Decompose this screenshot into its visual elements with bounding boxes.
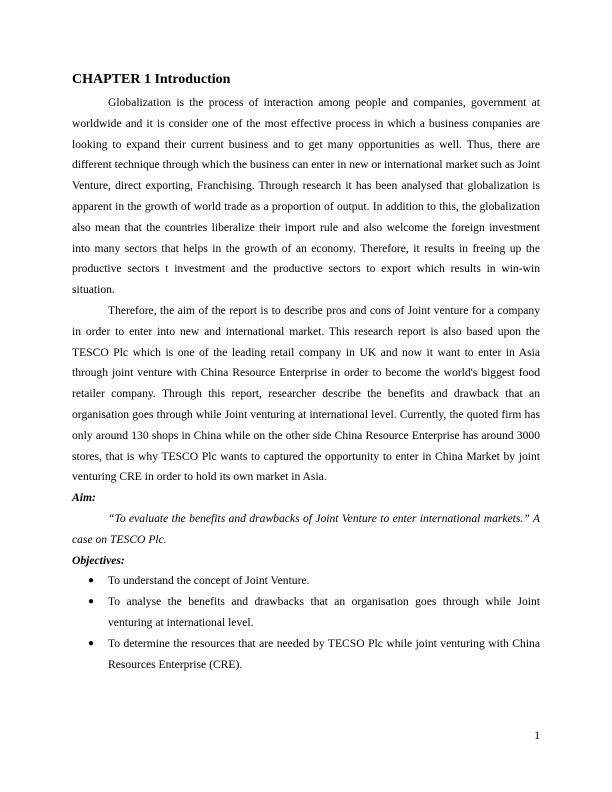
bullet-icon: ● — [88, 575, 95, 587]
page-number: 1 — [534, 729, 540, 742]
chapter-title: CHAPTER 1 Introduction — [72, 72, 231, 87]
objectives-list — [72, 571, 540, 675]
objective-text: To analyse the benefits and drawbacks that an organisation goes through while Joint venturing at international level. — [108, 595, 540, 629]
page-content — [72, 69, 540, 675]
objectives-label: Objectives: — [72, 553, 125, 567]
objective-text: To determine the resources that are needed by TECSO Plc while joint venturing with China Resources Enterprise (CRE). — [108, 636, 540, 671]
intro-paragraph-1: Globalization is the process of interaction among people and companies, government at worldwide and it is consider one of the most effective process in which a business companies are looking to expand their current business and to get many opportunities as well. Thus, there are different technique through which the business can enter in new or international market such as Joint Venture, direct exporting, Franchising. Through research it has been analysed that globalization is apparent in the growth of world trade as a proportion of output. In addition to this, the globalization also mean that the countries liberalize their import rule and also welcome the foreign investment into many sectors that helps in the growth of an economy. Therefore, it results in freeing up the productive sectors t investment and the productive sectors to export which results in win-win situation. — [72, 96, 540, 297]
aim-statement: “To evaluate the benefits and drawbacks of Joint Venture to enter international markets.” A case on TESCO Plc. — [72, 511, 540, 546]
objective-item — [72, 634, 540, 676]
objective-item — [72, 592, 540, 634]
objective-item — [72, 571, 540, 592]
intro-paragraph-2: Therefore, the aim of the report is to describe pros and cons of Joint venture for a company in order to enter into new and international market. This research report is also based upon the TESCO Plc which is one of the leading retail company in UK and now it want to enter in Asia through joint venture with China Resource Enterprise in order to become the world's biggest food retailer company. Through this report, researcher describe the benefits and drawback that an organisation goes through while Joint venturing at international level. Currently, the quoted firm has only around 130 shops in China while on the other side China Resource Enterprise has around 3000 stores, that is why TESCO Plc wants to captured the opportunity to enter in China Market by joint venturing CRE in order to hold its own market in Asia. — [72, 303, 540, 484]
aim-label: Aim: — [72, 491, 96, 505]
bullet-icon: ● — [88, 596, 95, 608]
bullet-icon: ● — [88, 637, 95, 649]
objective-text: To understand the concept of Joint Venture. — [108, 574, 310, 588]
